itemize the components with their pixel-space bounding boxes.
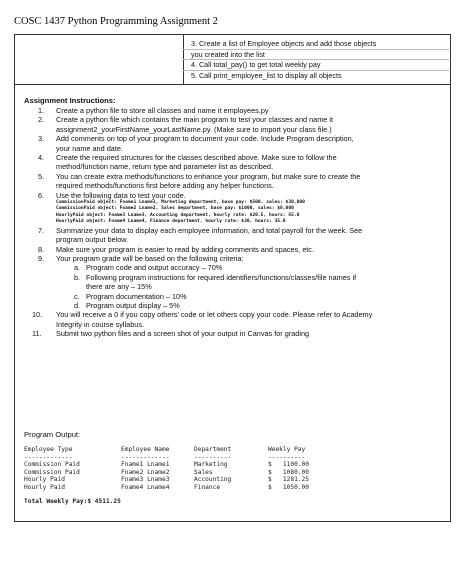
item-text: Create a python file which contains the main program to test your classes and name it bbox=[56, 115, 334, 125]
criteria-letter: b. bbox=[74, 272, 81, 282]
output-dashes: ---------- bbox=[268, 453, 306, 461]
criteria-item bbox=[56, 292, 444, 301]
output-cell: Finance bbox=[194, 483, 221, 491]
item-number: 8. bbox=[38, 244, 45, 254]
item-number: 2. bbox=[38, 115, 45, 125]
instruction-item bbox=[24, 226, 444, 245]
item-number: 3. bbox=[38, 134, 45, 144]
item-number: 11. bbox=[32, 329, 42, 339]
instruction-item bbox=[24, 115, 444, 134]
output-cell: Fname2 Lname2 bbox=[121, 468, 170, 476]
criteria-text: Program documentation – 10% bbox=[86, 291, 187, 301]
criteria-letter: a. bbox=[74, 263, 81, 273]
criteria-text: Program output display – 5% bbox=[86, 300, 180, 310]
item-text: method/function name, return type and parameter list as described. bbox=[56, 162, 273, 172]
item-number: 4. bbox=[38, 153, 45, 163]
instructions-list bbox=[24, 106, 444, 339]
output-dashes: ---------- bbox=[194, 453, 232, 461]
item-text: Submit two python files and a screen shot of your output in Canvas for grading bbox=[56, 329, 310, 339]
output-total: Total Weekly Pay:$ 4511.25 bbox=[24, 497, 121, 505]
output-cell: Accounting bbox=[194, 476, 232, 484]
instruction-item bbox=[24, 191, 444, 226]
instruction-item bbox=[24, 254, 444, 310]
instruction-item bbox=[24, 245, 444, 254]
criteria-letter: d. bbox=[74, 300, 81, 310]
program-output bbox=[24, 446, 444, 505]
criteria-letter: c. bbox=[74, 291, 80, 301]
output-cell: $ 1281.25 bbox=[268, 476, 309, 484]
criteria-text: there are any – 15% bbox=[86, 282, 152, 292]
item-text: Create a python file to store all classes and name it employees.py bbox=[56, 106, 269, 115]
output-row bbox=[24, 476, 444, 484]
steps-table bbox=[14, 34, 451, 84]
step-line: 3. Create a list of Employee objects and add those objects bbox=[183, 39, 449, 50]
step-line: 5. Call print_employee_list to display all objects bbox=[191, 70, 342, 80]
item-text: Integrity in course syllabus. bbox=[56, 319, 145, 329]
code-line: HourlyPaid object: Fname4 Lname4, Finance department, hourly rate: $30, hours: 35.0 bbox=[56, 219, 286, 225]
output-cell: Sales bbox=[194, 468, 213, 476]
criteria-text: Program code and output accuracy – 70% bbox=[86, 263, 223, 273]
item-number: 1. bbox=[38, 106, 45, 115]
output-cell: Fname4 Lname4 bbox=[121, 483, 170, 491]
output-cell: Hourly Paid bbox=[24, 476, 65, 484]
item-text: Summarize your data to display each employee information, and total payroll for the week. See bbox=[56, 225, 363, 235]
output-header: Weekly Pay bbox=[268, 446, 306, 453]
instruction-item bbox=[24, 153, 444, 172]
output-dash-row bbox=[24, 454, 444, 462]
output-header: Employee Name bbox=[121, 446, 170, 453]
output-cell: Hourly Paid bbox=[24, 483, 65, 491]
step-line: you created into the list bbox=[183, 50, 449, 61]
page-header: COSC 1437 Python Programming Assignment 2 bbox=[14, 16, 218, 27]
item-number: 9. bbox=[38, 253, 45, 263]
item-text: Use the following data to test your code. bbox=[56, 190, 186, 200]
criteria-text: Following program instructions for required identifiers/functions/classes/file names if bbox=[86, 272, 357, 282]
output-cell: Commission Paid bbox=[24, 461, 80, 469]
instruction-item bbox=[24, 134, 444, 153]
item-text: You can create extra methods/functions to enhance your program, but make sure to create the bbox=[56, 171, 361, 181]
instruction-item bbox=[24, 172, 444, 191]
item-text: Your program grade will be based on the following criteria: bbox=[56, 253, 244, 263]
item-number: 6. bbox=[38, 190, 45, 200]
output-cell: Fname3 Lname3 bbox=[121, 476, 170, 484]
output-row bbox=[24, 461, 444, 469]
test-data-block bbox=[56, 200, 444, 226]
criteria-list bbox=[56, 263, 444, 310]
item-text: Add comments on top of your program to document your code. Include Program description, bbox=[56, 134, 354, 144]
output-cell: $ 1100.00 bbox=[268, 461, 309, 469]
item-text: program output below. bbox=[56, 235, 129, 245]
item-number: 10. bbox=[32, 310, 43, 320]
output-cell: Fname1 Lname1 bbox=[121, 461, 170, 469]
item-text: Make sure your program is easier to read by adding comments and spaces, etc. bbox=[56, 244, 314, 254]
output-cell: Marketing bbox=[194, 461, 228, 469]
output-cell: $ 1050.00 bbox=[268, 483, 309, 491]
output-header-row bbox=[24, 446, 444, 454]
item-text: Create the required structures for the classes described above. Make sure to follow the bbox=[56, 153, 337, 163]
criteria-item bbox=[56, 273, 444, 292]
criteria-item bbox=[56, 263, 444, 272]
output-cell: $ 1080.00 bbox=[268, 468, 309, 476]
code-line: CommissionPaid object: Fname2 Lname2, Sales department, base pay: $1000, sales: $8,000 bbox=[56, 206, 294, 212]
criteria-item bbox=[56, 301, 444, 310]
item-text: your name and date. bbox=[56, 143, 123, 153]
instruction-item bbox=[24, 106, 444, 115]
steps-cell bbox=[191, 39, 447, 80]
item-text: You will receive a 0 if you copy others’ code or let others copy your code. Please refer to Academy bbox=[56, 310, 373, 320]
output-cell: Commission Paid bbox=[24, 468, 80, 476]
output-header: Department bbox=[194, 446, 232, 453]
item-number: 5. bbox=[38, 171, 45, 181]
output-title: Program Output: bbox=[24, 430, 81, 439]
item-text: required methods/functions first before adding any helper functions. bbox=[56, 181, 274, 191]
output-row bbox=[24, 484, 444, 492]
code-line: CommissionPaid object: Fname1 Lname1, Marketing department, base pay: $500, sales: $30,000 bbox=[56, 200, 305, 206]
instructions-title: Assignment Instructions: bbox=[24, 96, 116, 105]
step-line: 4. Call total_pay() to get total weekly pay bbox=[183, 60, 449, 71]
output-header: Employee Type bbox=[24, 446, 73, 453]
instruction-item bbox=[24, 310, 444, 329]
output-dashes: ------------- bbox=[121, 453, 170, 461]
output-row bbox=[24, 469, 444, 477]
instruction-item bbox=[24, 329, 444, 338]
item-text: assignment2_yourFirstName_yourLastName.py. (Make sure to import your class file.) bbox=[56, 124, 332, 134]
output-dashes: ------------- bbox=[24, 453, 73, 461]
item-number: 7. bbox=[38, 225, 45, 235]
code-line: HourlyPaid object: Fname3 Lname3, Accounting department, hourly rate: $20.5, hours: 55.0 bbox=[56, 212, 300, 218]
